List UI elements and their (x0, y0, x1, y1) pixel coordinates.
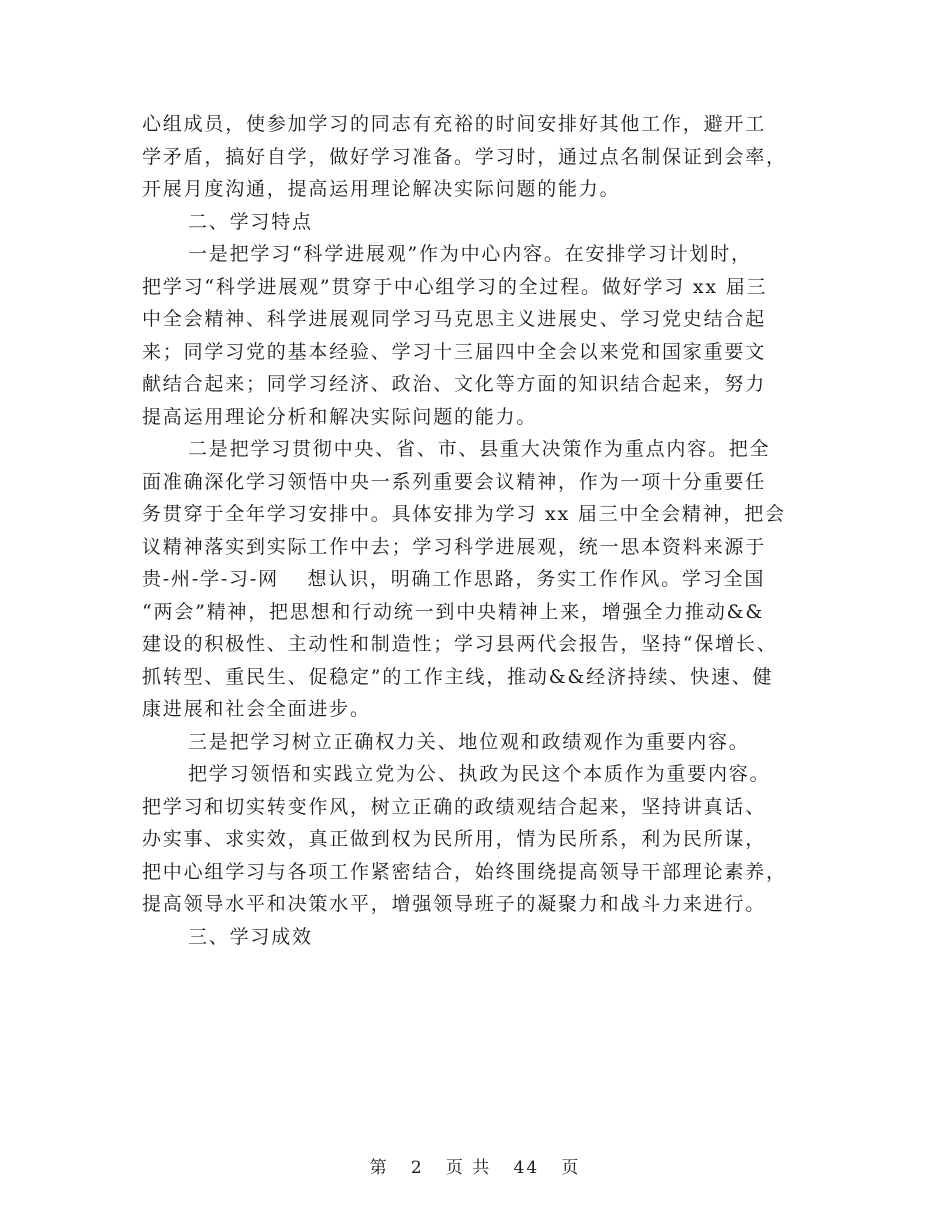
text-line: 康进展和社会全面进步。 (142, 698, 371, 720)
text-line: 二、学习特点 (188, 210, 313, 233)
text-line: 议精神落实到实际工作中去；学习科学进展观，统一思本资料来源于 (142, 535, 767, 558)
text-line: 三是把学习树立正确权力关、地位观和政绩观作为重要内容。 (188, 730, 750, 753)
text-line: 把学习领悟和实践立党为公、执政为民这个本质作为重要内容。 (188, 763, 771, 785)
page-footer (0, 1153, 950, 1178)
text-line: 贵-州-学-习-网 想认识，明确工作思路，务实工作作风。学习全国 (142, 568, 766, 590)
text-line: 提高领导水平和决策水平，增强领导班子的凝聚力和战斗力来进行。 (142, 893, 767, 915)
footer-current-page: 2 (410, 1158, 424, 1178)
text-line: 把学习和切实转变作风，树立正确的政绩观结合起来，坚持讲真话、 (142, 795, 767, 818)
text-line: “两会”精神，把思想和行动统一到中央精神上来，增强全力推动&& (142, 600, 765, 623)
text-line: 建设的积极性、主动性和制造性；学习县两代会报告，坚持“保增长、 (142, 633, 778, 655)
text-line: 心组成员，使参加学习的同志有充裕的时间安排好其他工作，避开工 (142, 113, 767, 135)
text-line: 一是把学习“科学进展观”作为中心内容。在安排学习计划时， (188, 243, 752, 265)
text-line: 务贯穿于全年学习安排中。具体安排为学习 xx 届三中全会精神，把会 (142, 503, 786, 525)
footer-prefix: 第 (369, 1158, 389, 1178)
text-line: 三、学习成效 (188, 925, 313, 948)
text-line: 面准确深化学习领悟中央一系列重要会议精神，作为一项十分重要任 (142, 470, 767, 493)
text-line: 二是把学习贯彻中央、省、市、县重大决策作为重点内容。把全 (188, 438, 771, 460)
text-line: 献结合起来；同学习经济、政治、文化等方面的知识结合起来，努力 (142, 373, 767, 395)
text-line: 学矛盾，搞好自学，做好学习准备。学习时，通过点名制保证到会率， (142, 145, 787, 168)
footer-middle: 页 共 (445, 1158, 492, 1178)
text-line: 提高运用理论分析和解决实际问题的能力。 (142, 405, 538, 428)
text-line: 办实事、求实效，真正做到权为民所用，情为民所系，利为民所谋， (142, 828, 767, 850)
footer-total-pages: 44 (513, 1158, 540, 1178)
footer-suffix: 页 (561, 1158, 581, 1178)
text-line: 把学习“科学进展观”贯穿于中心组学习的全过程。做好学习 xx 届三 (142, 275, 768, 298)
text-line: 中全会精神、科学进展观同学习马克思主义进展史、学习党史结合起 (142, 308, 767, 330)
text-line: 把中心组学习与各项工作紧密结合，始终围绕提高领导干部理论素养， (142, 860, 787, 883)
text-line: 来；同学习党的基本经验、学习十三届四中全会以来党和国家重要文 (142, 340, 767, 363)
document-body (142, 108, 807, 953)
text-line: 开展月度沟通，提高运用理论解决实际问题的能力。 (142, 178, 621, 200)
text-line: 抓转型、重民生、促稳定”的工作主线，推动&&经济持续、快速、健 (142, 665, 774, 688)
